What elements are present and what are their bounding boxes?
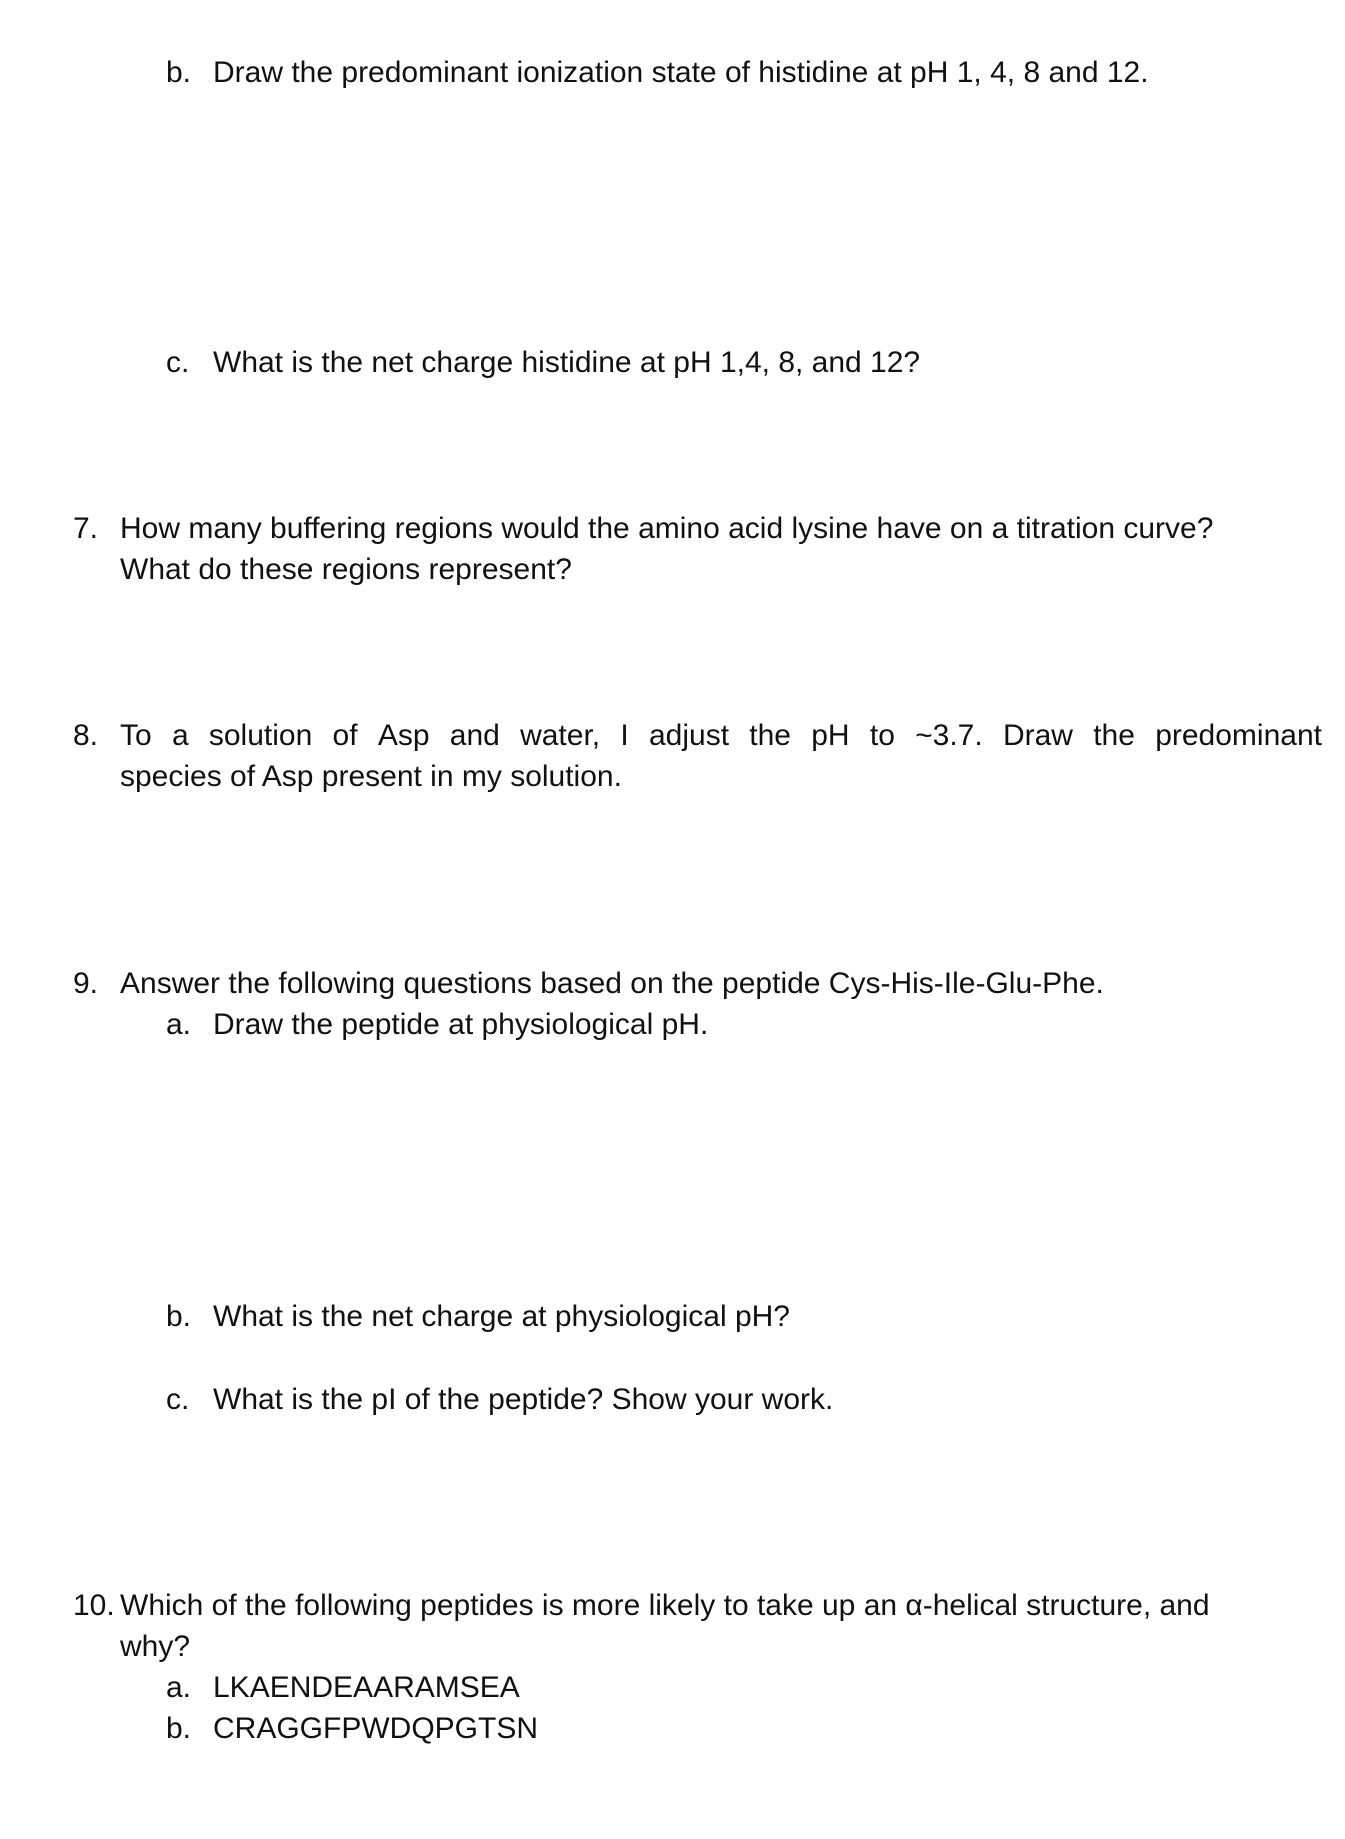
question-10a-text: LKAENDEAARAMSEA (213, 1671, 520, 1704)
q8-word: I (620, 719, 629, 752)
q8-word: the (1093, 719, 1135, 752)
question-9c-text: What is the pI of the peptide? Show your work. (213, 1383, 834, 1416)
question-9b-marker: b. (166, 1300, 192, 1333)
q8-word: predominant (1155, 719, 1322, 752)
q8-word: To (120, 719, 152, 752)
q8-word: the (749, 719, 791, 752)
question-10b-marker: b. (166, 1712, 192, 1745)
q8-word: and (449, 719, 500, 752)
q8-word: water, (520, 719, 601, 752)
q8-word: a (171, 719, 189, 752)
q8-word: of (332, 719, 358, 752)
question-8-line1 (120, 715, 1322, 756)
question-9-text: Answer the following questions based on the peptide Cys-His-Ile-Glu-Phe. (120, 967, 1104, 1000)
q8-word: to (869, 719, 895, 752)
q8-word: Draw (1002, 719, 1073, 752)
question-6c-text: What is the net charge histidine at pH 1,4, 8, and 12? (213, 346, 921, 379)
question-7-line1: How many buffering regions would the amino acid lysine have on a titration curve? (120, 512, 1214, 545)
q8-word: solution (208, 719, 313, 752)
question-7-line2: What do these regions represent? (120, 553, 572, 586)
question-6b-marker: b. (166, 56, 192, 89)
question-10b-text: CRAGGFPWDQPGTSN (213, 1712, 539, 1745)
question-10a-marker: a. (166, 1671, 192, 1704)
q8-word: Asp (377, 719, 430, 752)
question-6c-marker: c. (166, 346, 190, 379)
question-9-marker: 9. (73, 967, 99, 1000)
question-8-marker: 8. (73, 719, 99, 752)
question-10-line1: Which of the following peptides is more likely to take up an α-helical structure, and (120, 1589, 1210, 1622)
question-8-line2: species of Asp present in my solution. (120, 760, 622, 793)
question-10-marker: 10. (73, 1589, 115, 1622)
question-9b-text: What is the net charge at physiological pH? (213, 1300, 790, 1333)
question-6b-text: Draw the predominant ionization state of histidine at pH 1, 4, 8 and 12. (213, 56, 1149, 89)
question-7-marker: 7. (73, 512, 99, 545)
question-10-line2: why? (120, 1630, 191, 1663)
question-9c-marker: c. (166, 1383, 190, 1416)
question-9a-marker: a. (166, 1008, 192, 1041)
q8-word: pH (811, 719, 850, 752)
q8-word: ~3.7. (915, 719, 983, 752)
q8-word: adjust (648, 719, 730, 752)
question-9a-text: Draw the peptide at physiological pH. (213, 1008, 709, 1041)
